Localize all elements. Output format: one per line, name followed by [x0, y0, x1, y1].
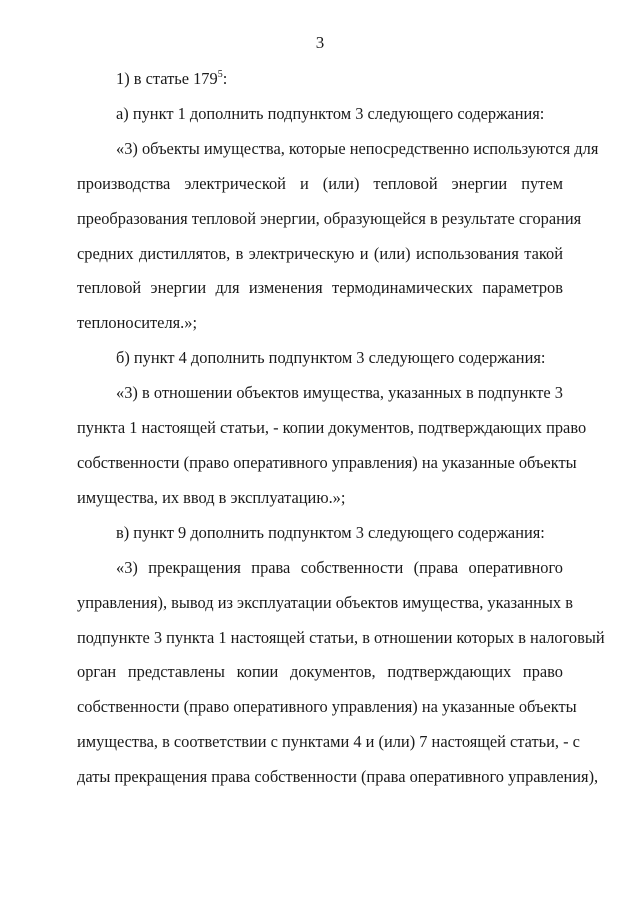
text-line: имущества, в соответствии с пунктами 4 и (или) 7 настоящей статьи, - с [77, 732, 580, 752]
text-line: «3) прекращения права собственности (права оперативного [116, 557, 563, 577]
paragraph-subitem-a: а) пункт 1 дополнить подпунктом 3 следующего содержания: [116, 103, 545, 123]
text-line: тепловой энергии для изменения термодинамических параметров [77, 278, 563, 298]
text-line: производства электрической и (или) тепловой энергии путем [77, 173, 563, 193]
text-line: пункта 1 настоящей статьи, - копии документов, подтверждающих право [77, 418, 587, 438]
text-line: «3) в отношении объектов имущества, указанных в подпункте 3 [116, 383, 563, 403]
paragraph-quote-2 [77, 376, 587, 516]
text-line: теплоносителя.»; [77, 313, 198, 333]
paragraph-quote-1 [77, 132, 599, 341]
document-body [77, 62, 605, 795]
text-line: даты прекращения права собственности (права оперативного управления), [77, 767, 599, 787]
text-line: преобразования тепловой энергии, образующейся в результате сгорания [77, 208, 582, 228]
text-line: орган представлены копии документов, подтверждающих право [77, 662, 563, 682]
paragraph-subitem-b: б) пункт 4 дополнить подпунктом 3 следующего содержания: [116, 348, 546, 368]
page-number: 3 [315, 33, 325, 52]
article-superscript: 5 [217, 69, 223, 80]
text-line: управления), вывод из эксплуатации объектов имущества, указанных в [77, 592, 573, 612]
text-line: собственности (право оперативного управления) на указанные объекты [77, 452, 577, 472]
paragraph-quote-3 [77, 551, 605, 795]
paragraph-item-1 [77, 62, 563, 97]
text-line: средних дистиллятов, в электрическую и (или) использования такой [77, 243, 563, 263]
paragraph-subitem-c: в) пункт 9 дополнить подпунктом 3 следующего содержания: [116, 522, 545, 542]
paragraph-item-1-tail: : [222, 69, 228, 88]
text-line: подпункте 3 пункта 1 настоящей статьи, в отношении которых в налоговый [77, 627, 605, 647]
text-line: собственности (право оперативного управления) на указанные объекты [77, 697, 577, 717]
text-line: имущества, их ввод в эксплуатацию.»; [77, 487, 346, 507]
paragraph-item-1-text: 1) в статье 179 [116, 69, 218, 88]
text-line: «3) объекты имущества, которые непосредственно используются для [116, 138, 599, 158]
